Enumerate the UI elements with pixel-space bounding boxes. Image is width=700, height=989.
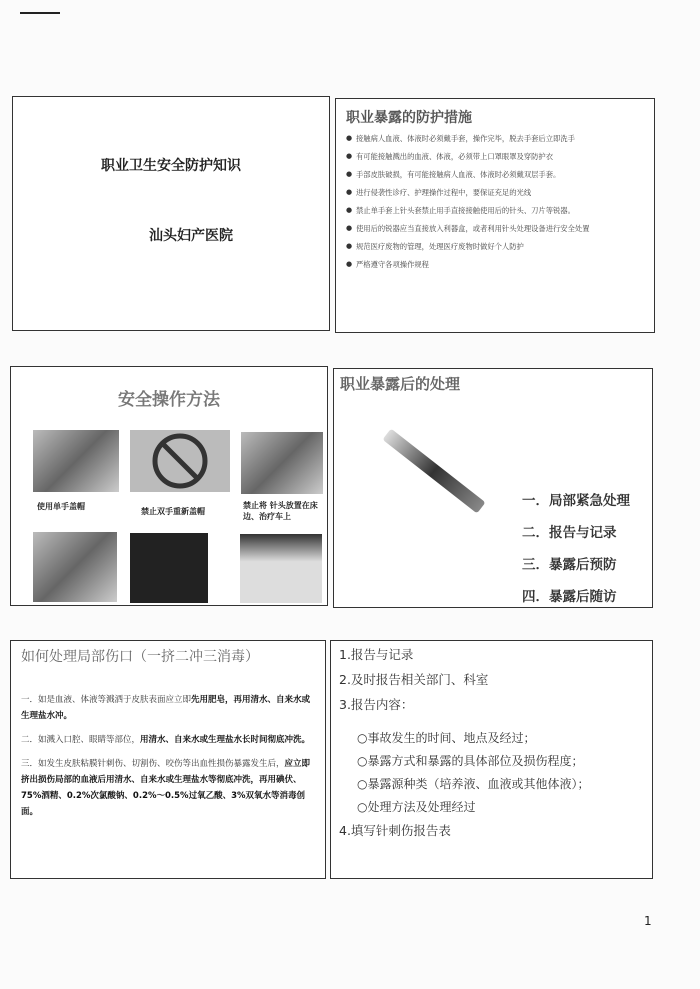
list-item: ● 使用后的锐器应当直接放入利器盒，或者利用针头处理设备进行安全处置 — [346, 223, 644, 234]
sub-item: ○处理方法及处理经过 — [357, 800, 476, 814]
paragraph: 三．如发生皮肤粘膜针刺伤、切割伤、咬伤等出血性损伤暴露发生后，应立即挤出损伤局部的血液后用清水、自来水或生理盐水等彻底冲洗，再用碘伏、75%酒精、0.2%次氯酸钠、0.2%～0.5%过氧乙酸、3%双氧水等消毒创面。 — [21, 759, 311, 817]
photo-one-hand-capping — [33, 430, 119, 492]
photo-needle-on-bed — [241, 432, 323, 494]
list-item: ● 规范医疗废物的管理，处理医疗废物时做好个人防护 — [346, 241, 644, 252]
slide-report — [330, 640, 653, 879]
caption: 使用单手盖帽 — [37, 502, 85, 511]
list-item: ● 接触病人血液、体液时必须戴手套，操作完毕，脱去手套后立即洗手 — [346, 133, 644, 144]
sub-item: ○暴露源种类（培养液、血液或其他体液）； — [357, 777, 590, 791]
list-item: ● 禁止单手套上针头套禁止用手直接接触使用后的针头、刀片等锐器。 — [346, 205, 644, 216]
slide-protection-measures — [335, 98, 655, 333]
organization: 汕头妇产医院 — [149, 228, 233, 244]
line: 4.填写针刺伤报告表 — [339, 823, 451, 838]
list-item: ● 有可能接触溅出的血液、体液，必须带上口罩眼罩及穿防护衣 — [346, 151, 644, 162]
list-item: ● 严格遵守各项操作规程 — [346, 259, 644, 270]
paragraph: 一．如是血液、体液等溅洒于皮肤表面应立即先用肥皂，再用清水、自来水或生理盐水冲。 — [21, 695, 311, 721]
slide-local-wound — [10, 640, 326, 879]
header-dash — [20, 12, 60, 14]
caption: 禁止双手重新盖帽 — [141, 507, 205, 516]
step: 三．暴露后预防 — [522, 557, 617, 573]
slide-heading: 职业暴露后的处理 — [340, 375, 461, 393]
slide-heading: 如何处理局部伤口（一挤二冲三消毒） — [21, 649, 259, 665]
slide-title — [12, 96, 330, 331]
line: 1.报告与记录 — [339, 647, 414, 662]
slide-heading: 安全操作方法 — [118, 390, 220, 410]
step: 一．局部紧急处理 — [522, 493, 630, 509]
photo-hand — [33, 532, 117, 602]
slide-heading: 职业暴露的防护措施 — [346, 110, 472, 126]
page-number: 1 — [644, 914, 652, 928]
paragraph: 二．如溅入口腔、眼睛等部位，用清水、自来水或生理盐水长时间彻底冲洗。 — [21, 735, 311, 745]
photo-sharps-box — [130, 533, 208, 603]
line: 3.报告内容： — [339, 697, 414, 712]
line: 2.及时报告相关部门、科室 — [339, 672, 489, 687]
slide-post-exposure — [333, 368, 653, 608]
photo-sharps-container — [240, 534, 322, 603]
sub-item: ○暴露方式和暴露的具体部位及损伤程度； — [357, 754, 584, 768]
title: 职业卫生安全防护知识 — [101, 158, 241, 174]
step: 二．报告与记录 — [522, 525, 617, 541]
sub-item: ○事故发生的时间、地点及经过； — [357, 731, 536, 745]
list-item: ● 进行侵袭性诊疗、护理操作过程中，要保证充足的光线 — [346, 187, 644, 198]
syringe-image — [382, 429, 485, 514]
step: 四．暴露后随访 — [522, 589, 617, 605]
photo-no-two-hand-capping — [130, 430, 230, 492]
caption: 禁止将 针头放置在床边、治疗车上 — [243, 501, 318, 521]
slide-safe-operation — [10, 366, 328, 606]
list-item: ● 手部皮肤破损，有可能接触病人血液、体液时必须戴双层手套。 — [346, 169, 644, 180]
